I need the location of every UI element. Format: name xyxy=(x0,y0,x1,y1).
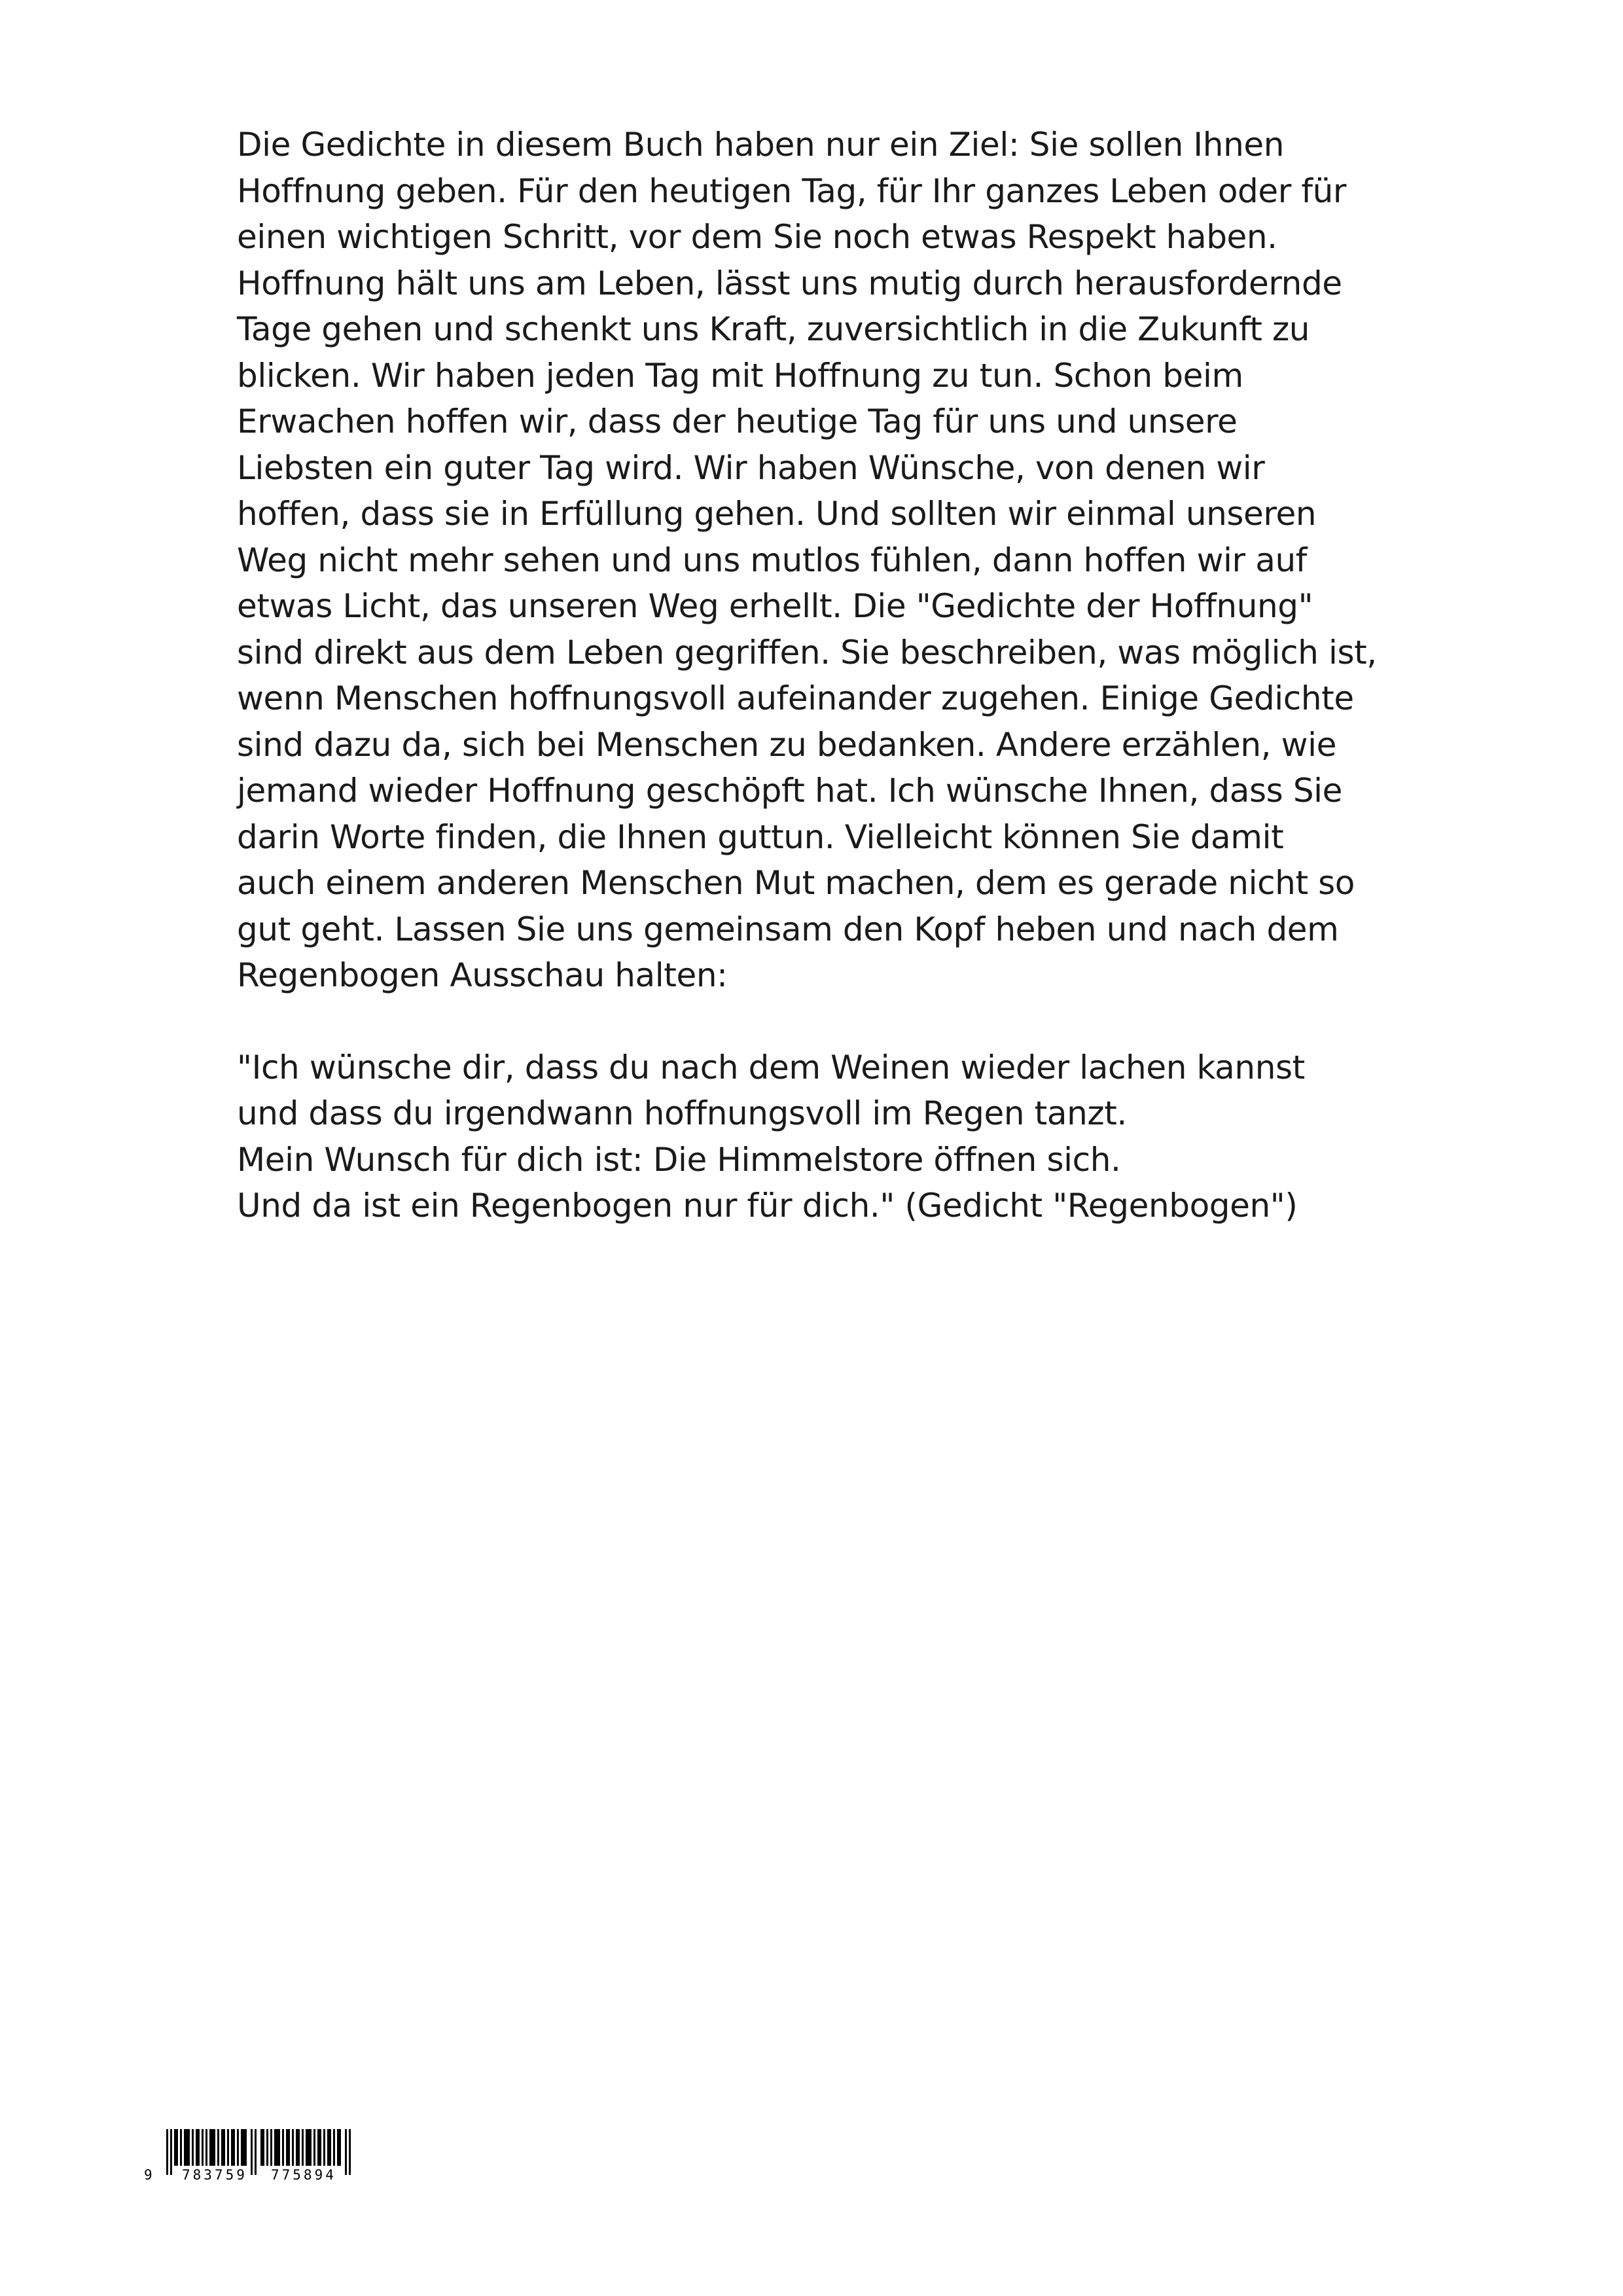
barcode-right-digits: 775894 xyxy=(271,2167,336,2183)
barcode-lead-digit: 9 xyxy=(144,2167,152,2183)
isbn-barcode xyxy=(143,2129,365,2181)
poem-quote: "Ich wünsche dir, dass du nach dem Weinen wieder lachen kannst und dass du irgendwann hoffnungsvoll im Regen tanzt. Mein Wunsch für dich ist: Die Himmelstore öffnen sich. Und da ist ein Regenbogen nur für dich." (Gedicht "Regenbogen") xyxy=(237,1048,1305,1225)
description-paragraph: Die Gedichte in diesem Buch haben nur ein Ziel: Sie sollen Ihnen Hoffnung geben. Für den heutigen Tag, für Ihr ganzes Leben oder für einen wichtigen Schritt, vor dem Sie noch etwas Respekt haben. Hoffnung hält uns am Leben, lässt uns mutig durch herausfordernde Tage gehen und schenkt uns Kraft, zuversichtlich in die Zukunft zu blicken. Wir haben jeden Tag mit Hoffnung zu tun. Schon beim Erwachen hoffen wir, dass der heutige Tag für uns und unsere Liebsten ein guter Tag wird. Wir haben Wünsche, von denen wir hoffen, dass sie in Erfüllung gehen. Und sollten wir einmal unseren Weg nicht mehr sehen und uns mutlos fühlen, dann hoffen wir auf etwas Licht, das unseren Weg erhellt. Die "Gedichte der Hoffnung" sind direkt aus dem Leben gegriffen. Sie beschreiben, was möglich ist, wenn Menschen hoffnungsvoll aufeinander zugehen. Einige Gedichte sind dazu da, sich bei Menschen zu bedanken. Andere erzählen, wie jemand wieder Hoffnung geschöpft hat. Ich wünsche Ihnen, dass Sie darin Worte finden, die Ihnen guttun. Vielleicht können Sie damit auch einem anderen Menschen Mut machen, dem es gerade nicht so gut geht. Lassen Sie uns gemeinsam den Kopf heben und nach dem Regenbogen Ausschau halten: xyxy=(237,126,1377,994)
barcode-left-digits: 783759 xyxy=(182,2167,247,2183)
back-cover-text xyxy=(237,122,1454,1229)
